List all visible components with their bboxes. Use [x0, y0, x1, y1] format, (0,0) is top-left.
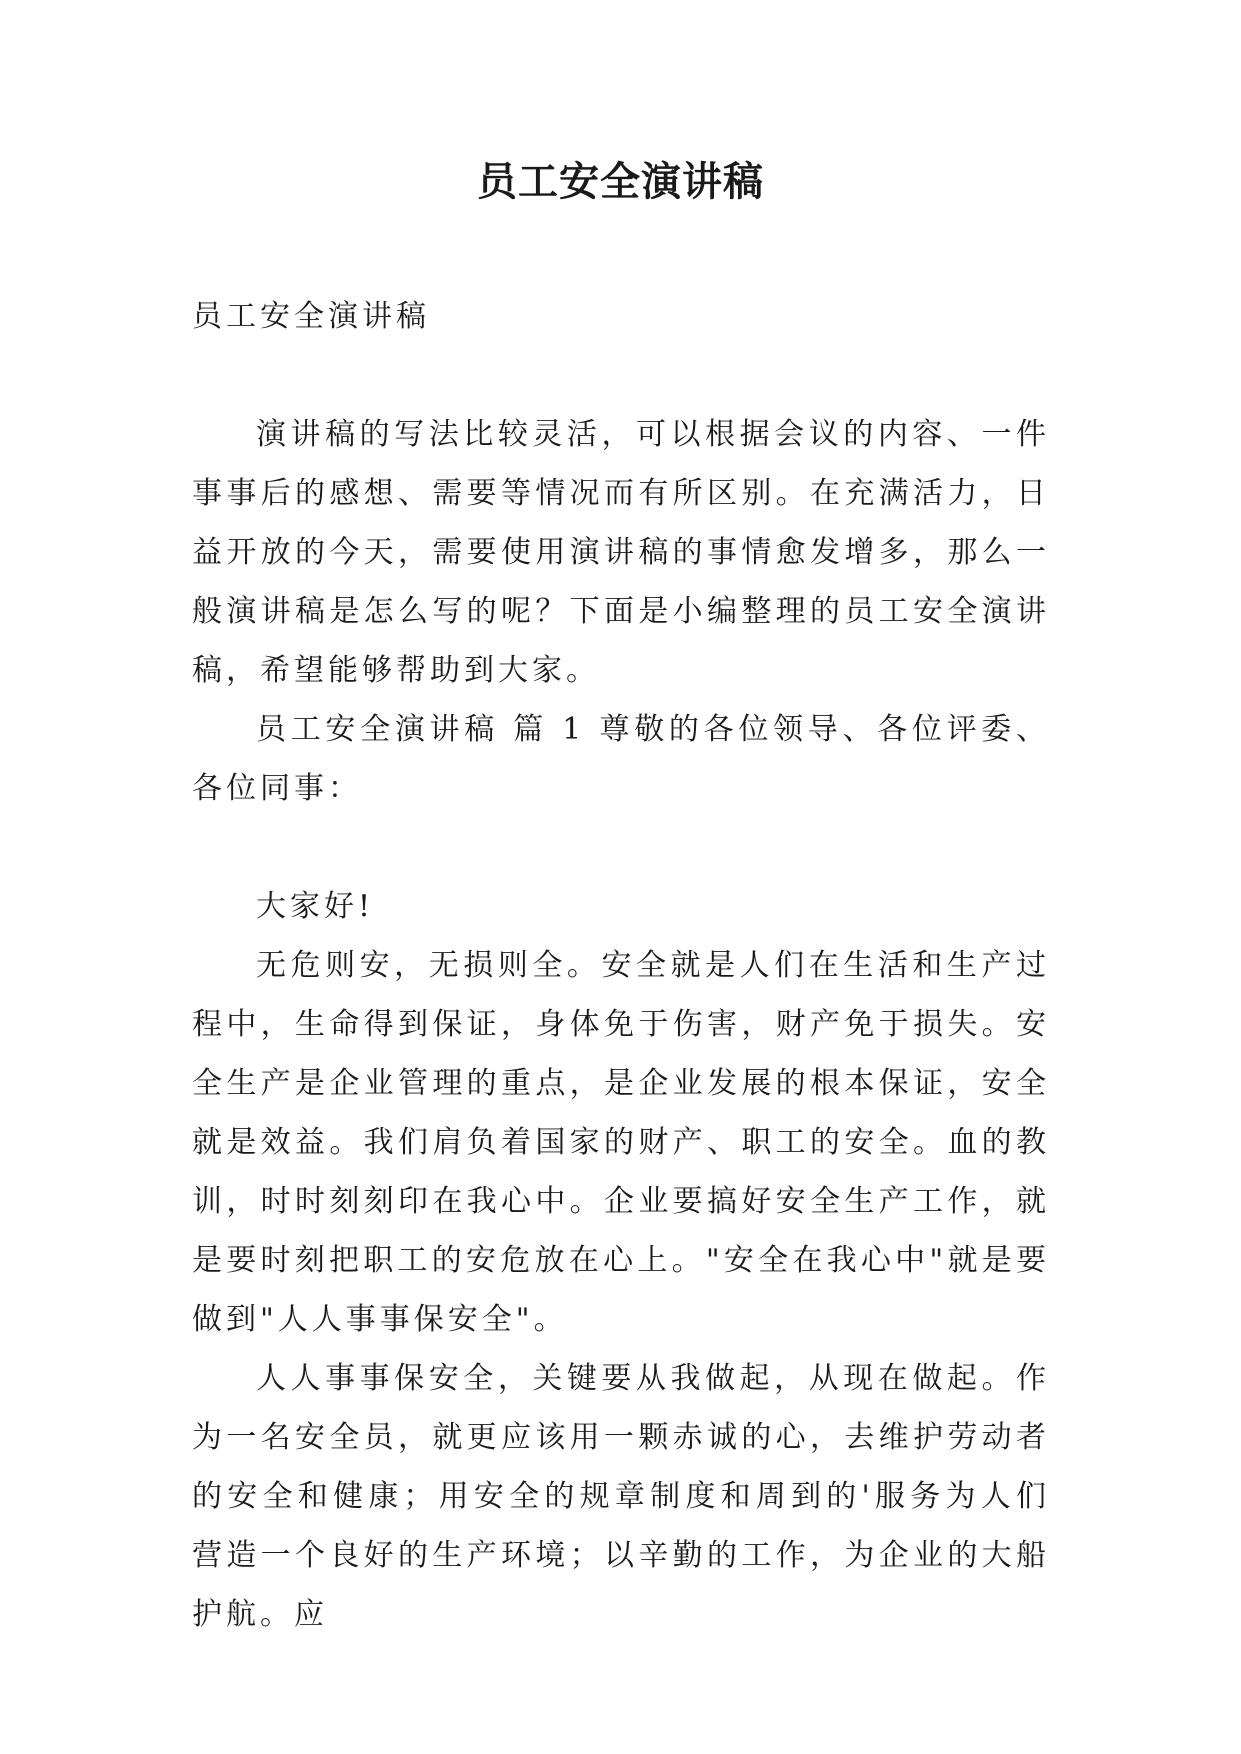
- greeting-paragraph: 大家好!: [256, 889, 375, 924]
- paragraph-spacer: [192, 818, 1050, 877]
- document-body: [192, 287, 1050, 1644]
- body-paragraph: 无危则安，无损则全。安全就是人们在生活和生产过程中，生命得到保证，身体免于伤害，财产免于损失。安全生产是企业管理的重点，是企业发展的根本保证，安全就是效益。我们肩负着国家的财产、职工的安全。血的教训，时时刻刻印在我心中。企业要搞好安全生产工作，就是要时刻把职工的安危放在心上。"安全在我心中"就是要做到"人人事事保安全"。: [192, 948, 1050, 1337]
- salutation-paragraph: 员工安全演讲稿 篇 1 尊敬的各位领导、各位评委、各位同事：: [192, 712, 1050, 806]
- document-title: 员工安全演讲稿: [477, 158, 764, 205]
- document-subtitle: 员工安全演讲稿: [192, 299, 430, 334]
- intro-paragraph: 演讲稿的写法比较灵活，可以根据会议的内容、一件事事后的感想、需要等情况而有所区别。在充满活力，日益开放的今天，需要使用演讲稿的事情愈发增多，那么一般演讲稿是怎么写的呢？下面是小编整理的员工安全演讲稿，希望能够帮助到大家。: [192, 417, 1050, 688]
- body-paragraph: 人人事事保安全，关键要从我做起，从现在做起。作为一名安全员，就更应该用一颗赤诚的心，去维护劳动者的安全和健康；用安全的规章制度和周到的'服务为人们营造一个良好的生产环境；以辛勤的工作，为企业的大船护航。应: [192, 1361, 1050, 1632]
